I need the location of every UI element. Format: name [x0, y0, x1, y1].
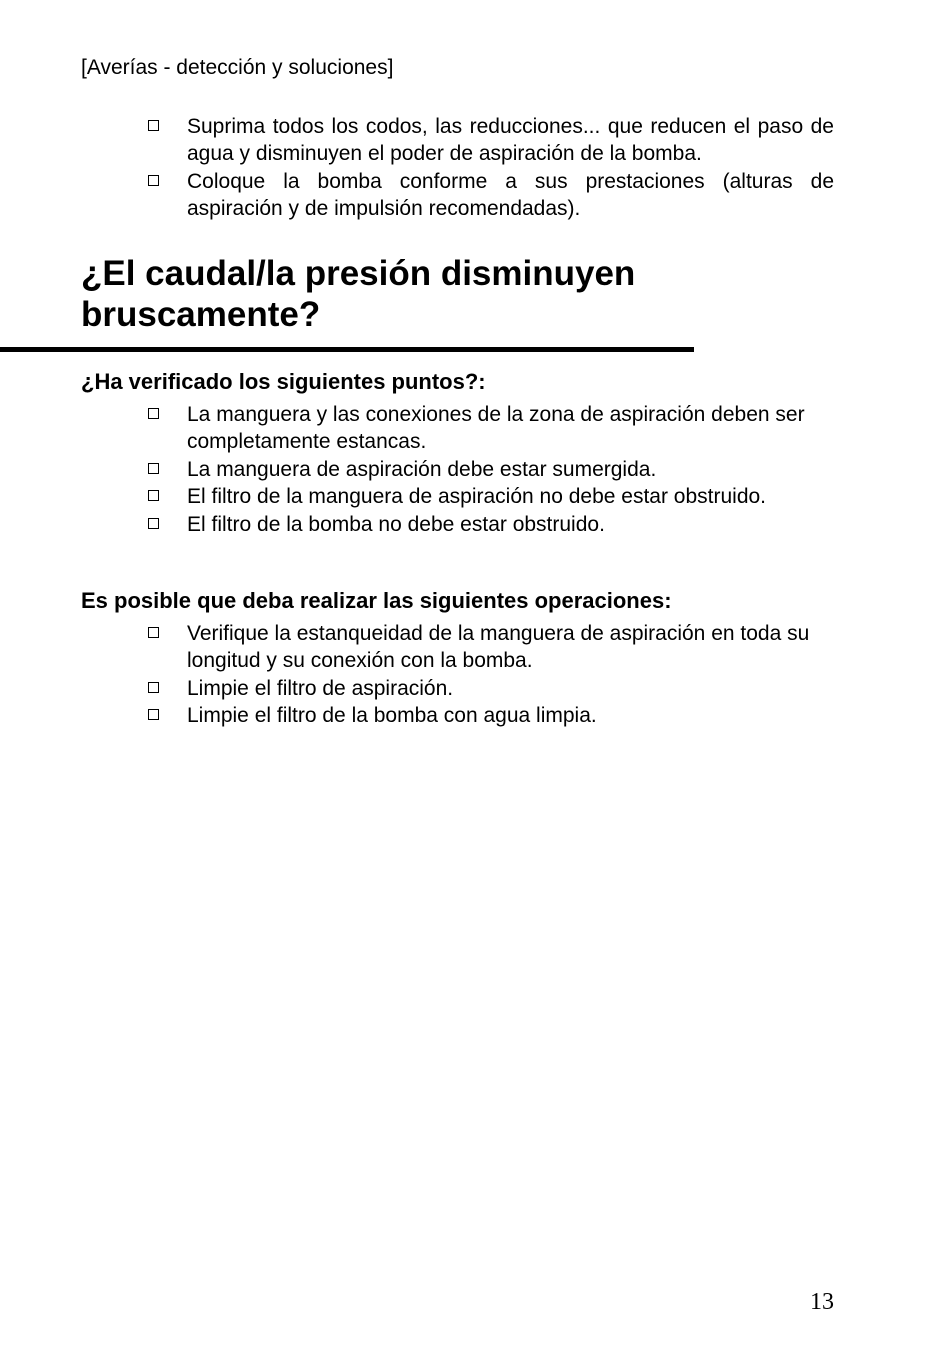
operations-list: [148, 620, 834, 730]
section-title: ¿El caudal/la presión disminuyen bruscamente?: [81, 254, 636, 334]
checkbox-bullet-icon: [148, 682, 159, 693]
list-item: [148, 511, 834, 538]
checkbox-bullet-icon: [148, 175, 159, 186]
list-item-text: Limpie el filtro de la bomba con agua limpia.: [187, 704, 597, 728]
operations-heading: Es posible que deba realizar las siguientes operaciones:: [81, 588, 672, 613]
list-item: [148, 483, 834, 510]
list-item: [148, 702, 834, 729]
list-item-text: Limpie el filtro de aspiración.: [187, 676, 454, 700]
checkbox-bullet-icon: [148, 463, 159, 474]
page-number: 13: [810, 1289, 834, 1315]
check-points-list: [148, 401, 834, 538]
title-underline-rule: [0, 347, 694, 352]
checkbox-bullet-icon: [148, 627, 159, 638]
list-item: [148, 401, 834, 456]
list-item-text: Suprima todos los codos, las reducciones... que reducen el paso de agua y disminuyen el poder de aspiración de la bomba.: [187, 115, 834, 166]
checkbox-bullet-icon: [148, 518, 159, 529]
checkbox-bullet-icon: [148, 709, 159, 720]
list-item: [148, 168, 834, 223]
list-item-text: Verifique la estanqueidad de la manguera de aspiración en toda su longitud y su conexión con la bomba.: [187, 622, 810, 673]
intro-bullet-list: [148, 113, 834, 223]
list-item: [148, 113, 834, 168]
checkbox-bullet-icon: [148, 120, 159, 131]
check-points-heading: ¿Ha verificado los siguientes puntos?:: [81, 369, 486, 394]
list-item-text: El filtro de la bomba no debe estar obstruido.: [187, 512, 605, 536]
list-item-text: Coloque la bomba conforme a sus prestaciones (alturas de aspiración y de impulsión recomendadas).: [187, 169, 834, 221]
list-item: [148, 620, 834, 675]
running-header: [Averías - detección y soluciones]: [81, 56, 394, 79]
checkbox-bullet-icon: [148, 408, 159, 419]
list-item-text: El filtro de la manguera de aspiración no debe estar obstruido.: [187, 485, 767, 509]
list-item: [148, 456, 834, 483]
list-item-text: La manguera y las conexiones de la zona de aspiración deben ser completamente estancas.: [187, 403, 805, 454]
list-item-text: La manguera de aspiración debe estar sumergida.: [187, 457, 657, 481]
checkbox-bullet-icon: [148, 490, 159, 501]
list-item: [148, 675, 834, 702]
